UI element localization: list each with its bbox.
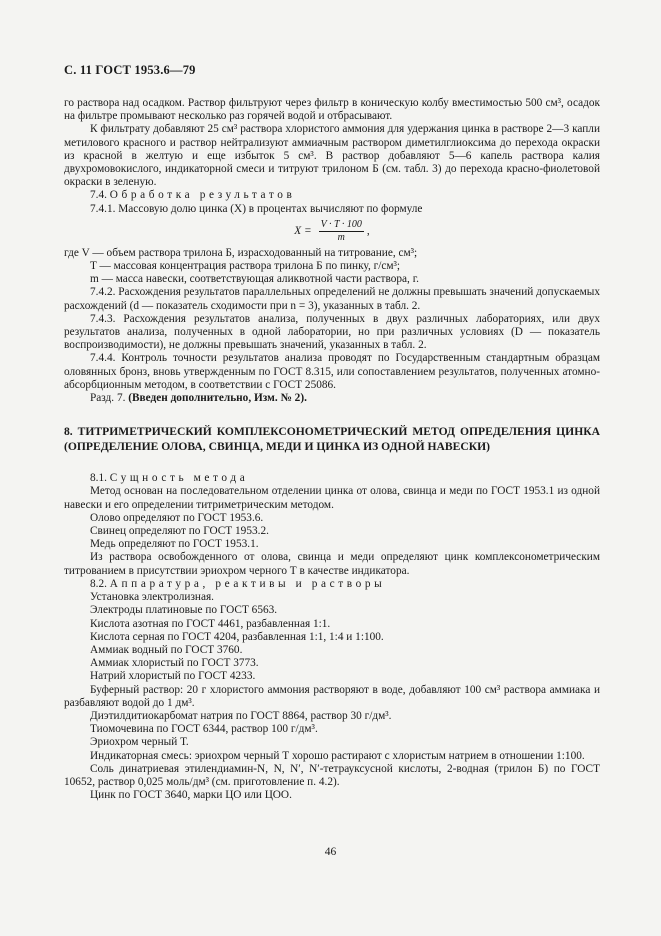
list-item: Кислота азотная по ГОСТ 4461, разбавленная 1:1. bbox=[90, 617, 331, 630]
amendment-note bbox=[64, 392, 600, 405]
formula bbox=[64, 217, 600, 247]
page-header: С. 11 ГОСТ 1953.6—79 bbox=[64, 63, 196, 77]
section-heading-7-4 bbox=[64, 189, 600, 202]
list-item: Аммиак водный по ГОСТ 3760. bbox=[90, 643, 243, 656]
section-number: 7.4. bbox=[90, 189, 107, 202]
list-item: Соль динатриевая этилендиамин-N, N, N′, N′-тетрауксусной кислоты, 2-водная (трилон Б) по ГОСТ 10652, раствор 0,025 моль/дм³ (см. приготовление п. 4.2). bbox=[64, 762, 600, 788]
list-item: Диэтилдитиокарбомат натрия по ГОСТ 8864, раствор 30 г/дм³. bbox=[90, 709, 392, 722]
paragraph: T — массовая концентрация раствора трилона Б по пинку, г/см³; bbox=[90, 260, 401, 273]
page-number: 46 bbox=[324, 846, 337, 858]
section-number: 8.1. bbox=[90, 472, 107, 485]
section-title: Обработка результатов bbox=[109, 189, 296, 202]
list-item: Олово определяют по ГОСТ 1953.6. bbox=[90, 511, 264, 524]
formula-lhs: X = bbox=[294, 225, 312, 238]
section-heading-8: 8. ТИТРИМЕТРИЧЕСКИЙ КОМПЛЕКСОНОМЕТРИЧЕСКИЙ МЕТОД ОПРЕДЕЛЕНИЯ ЦИНКА (ОПРЕДЕЛЕНИЕ ОЛОВА, СВИНЦА, МЕДИ И ЦИНКА ИЗ ОДНОЙ НАВЕСКИ) bbox=[64, 425, 600, 453]
list-item: Эриохром черный Т. bbox=[90, 736, 189, 749]
paragraph: го раствора над осадком. Раствор фильтруют через фильтр в коническую колбу вместимостью 500 см³, осадок на фильтре промывают несколько раз горячей водой и отбрасывают. bbox=[64, 97, 600, 123]
paragraph: где V — объем раствора трилона Б, израсходованный на титрование, см³; bbox=[64, 246, 418, 259]
amendment-ref: Разд. 7. bbox=[90, 392, 129, 405]
list-item: Натрий хлористый по ГОСТ 4233. bbox=[90, 670, 256, 683]
paragraph: m — масса навески, соответствующая аликвотной части раствора, г. bbox=[90, 273, 419, 286]
section-heading-8-1 bbox=[64, 472, 600, 485]
list-item: Свинец определяют по ГОСТ 1953.2. bbox=[90, 525, 269, 538]
list-item: Буферный раствор: 20 г хлористого аммония растворяют в воде, добавляют 100 см³ раствора аммиака и разбавляют водой до 1 дм³. bbox=[64, 683, 600, 709]
paragraph: Из раствора освобожденного от олова, свинца и меди определяют цинк комплексонометрическим титрованием в присутствии эриохром черного Т в качестве индикатора. bbox=[64, 551, 600, 577]
list-item: Установка электролизная. bbox=[90, 591, 215, 604]
list-item: Медь определяют по ГОСТ 1953.1. bbox=[90, 538, 259, 551]
section-number: 8.2. bbox=[90, 577, 107, 590]
paragraph: 7.4.4. Контроль точности результатов анализа проводят по Государственным стандартным образцам оловянных бронз, вновь утвержденным по ГОСТ 8.315, или сопоставлением результатов, полученных атомно-абсорбционным методом, в соответствии с ГОСТ 25086. bbox=[64, 352, 600, 391]
formula-numerator: V · T · 100 bbox=[320, 219, 362, 231]
formula-fraction bbox=[319, 219, 364, 244]
formula-tail: , bbox=[366, 225, 370, 238]
paragraph: 7.4.3. Расхождения результатов анализа, полученных в двух различных лабораториях, или двух результатов анализа, полученных в одной лаборатории, но при различных условиях (D — показатель воспроизводимости), не должны превышать значений, указанных в табл. 2. bbox=[64, 312, 600, 352]
list-item: Аммиак хлористый по ГОСТ 3773. bbox=[90, 657, 259, 670]
paragraph: К фильтрату добавляют 25 см³ раствора хлористого аммония для удержания цинка в растворе 2—3 капли метилового красного и раствор нейтрализуют аммиачным раствором диметилглиоксима до перехода окраски из красной в желтую и еще избыток 5 см³. В раствор добавляют 5—6 капель раствора калия двухромовокислого, индикаторной смеси и титруют трилоном Б (см. табл. 3) до перехода красно-фиолетовой окраски в зеленую. bbox=[64, 123, 600, 189]
list-item: Кислота серная по ГОСТ 4204, разбавленная 1:1, 1:4 и 1:100. bbox=[90, 630, 384, 643]
section-heading-8-2 bbox=[64, 578, 600, 591]
paragraph: 7.4.2. Расхождения результатов параллельных определений не должны превышать значений допускаемых расхождений (d — показатель сходимости при n = 3), указанных в табл. 2. bbox=[64, 286, 600, 312]
list-item: Тиомочевина по ГОСТ 6344, раствор 100 г/дм³. bbox=[90, 723, 318, 736]
list-item: Электроды платиновые по ГОСТ 6563. bbox=[90, 604, 278, 617]
paragraph: Метод основан на последовательном отделении цинка от олова, свинца и меди по ГОСТ 1953.1 из одной навески и его определении титриметрическим методом. bbox=[64, 485, 600, 511]
list-item: Индикаторная смесь: эриохром черный Т хорошо растирают с хлористым натрием в отношении 1:100. bbox=[90, 749, 585, 762]
formula-denominator: m bbox=[337, 232, 345, 244]
list-item: Цинк по ГОСТ 3640, марки ЦО или ЦОО. bbox=[90, 789, 292, 802]
section-title: Аппаратура, реактивы и растворы bbox=[109, 577, 386, 590]
paragraph: 7.4.1. Массовую долю цинка (X) в процентах вычисляют по формуле bbox=[90, 202, 423, 215]
document-body bbox=[64, 97, 600, 802]
section-title: Сущность метода bbox=[109, 472, 249, 485]
amendment-text: (Введен дополнительно, Изм. № 2). bbox=[128, 392, 307, 405]
